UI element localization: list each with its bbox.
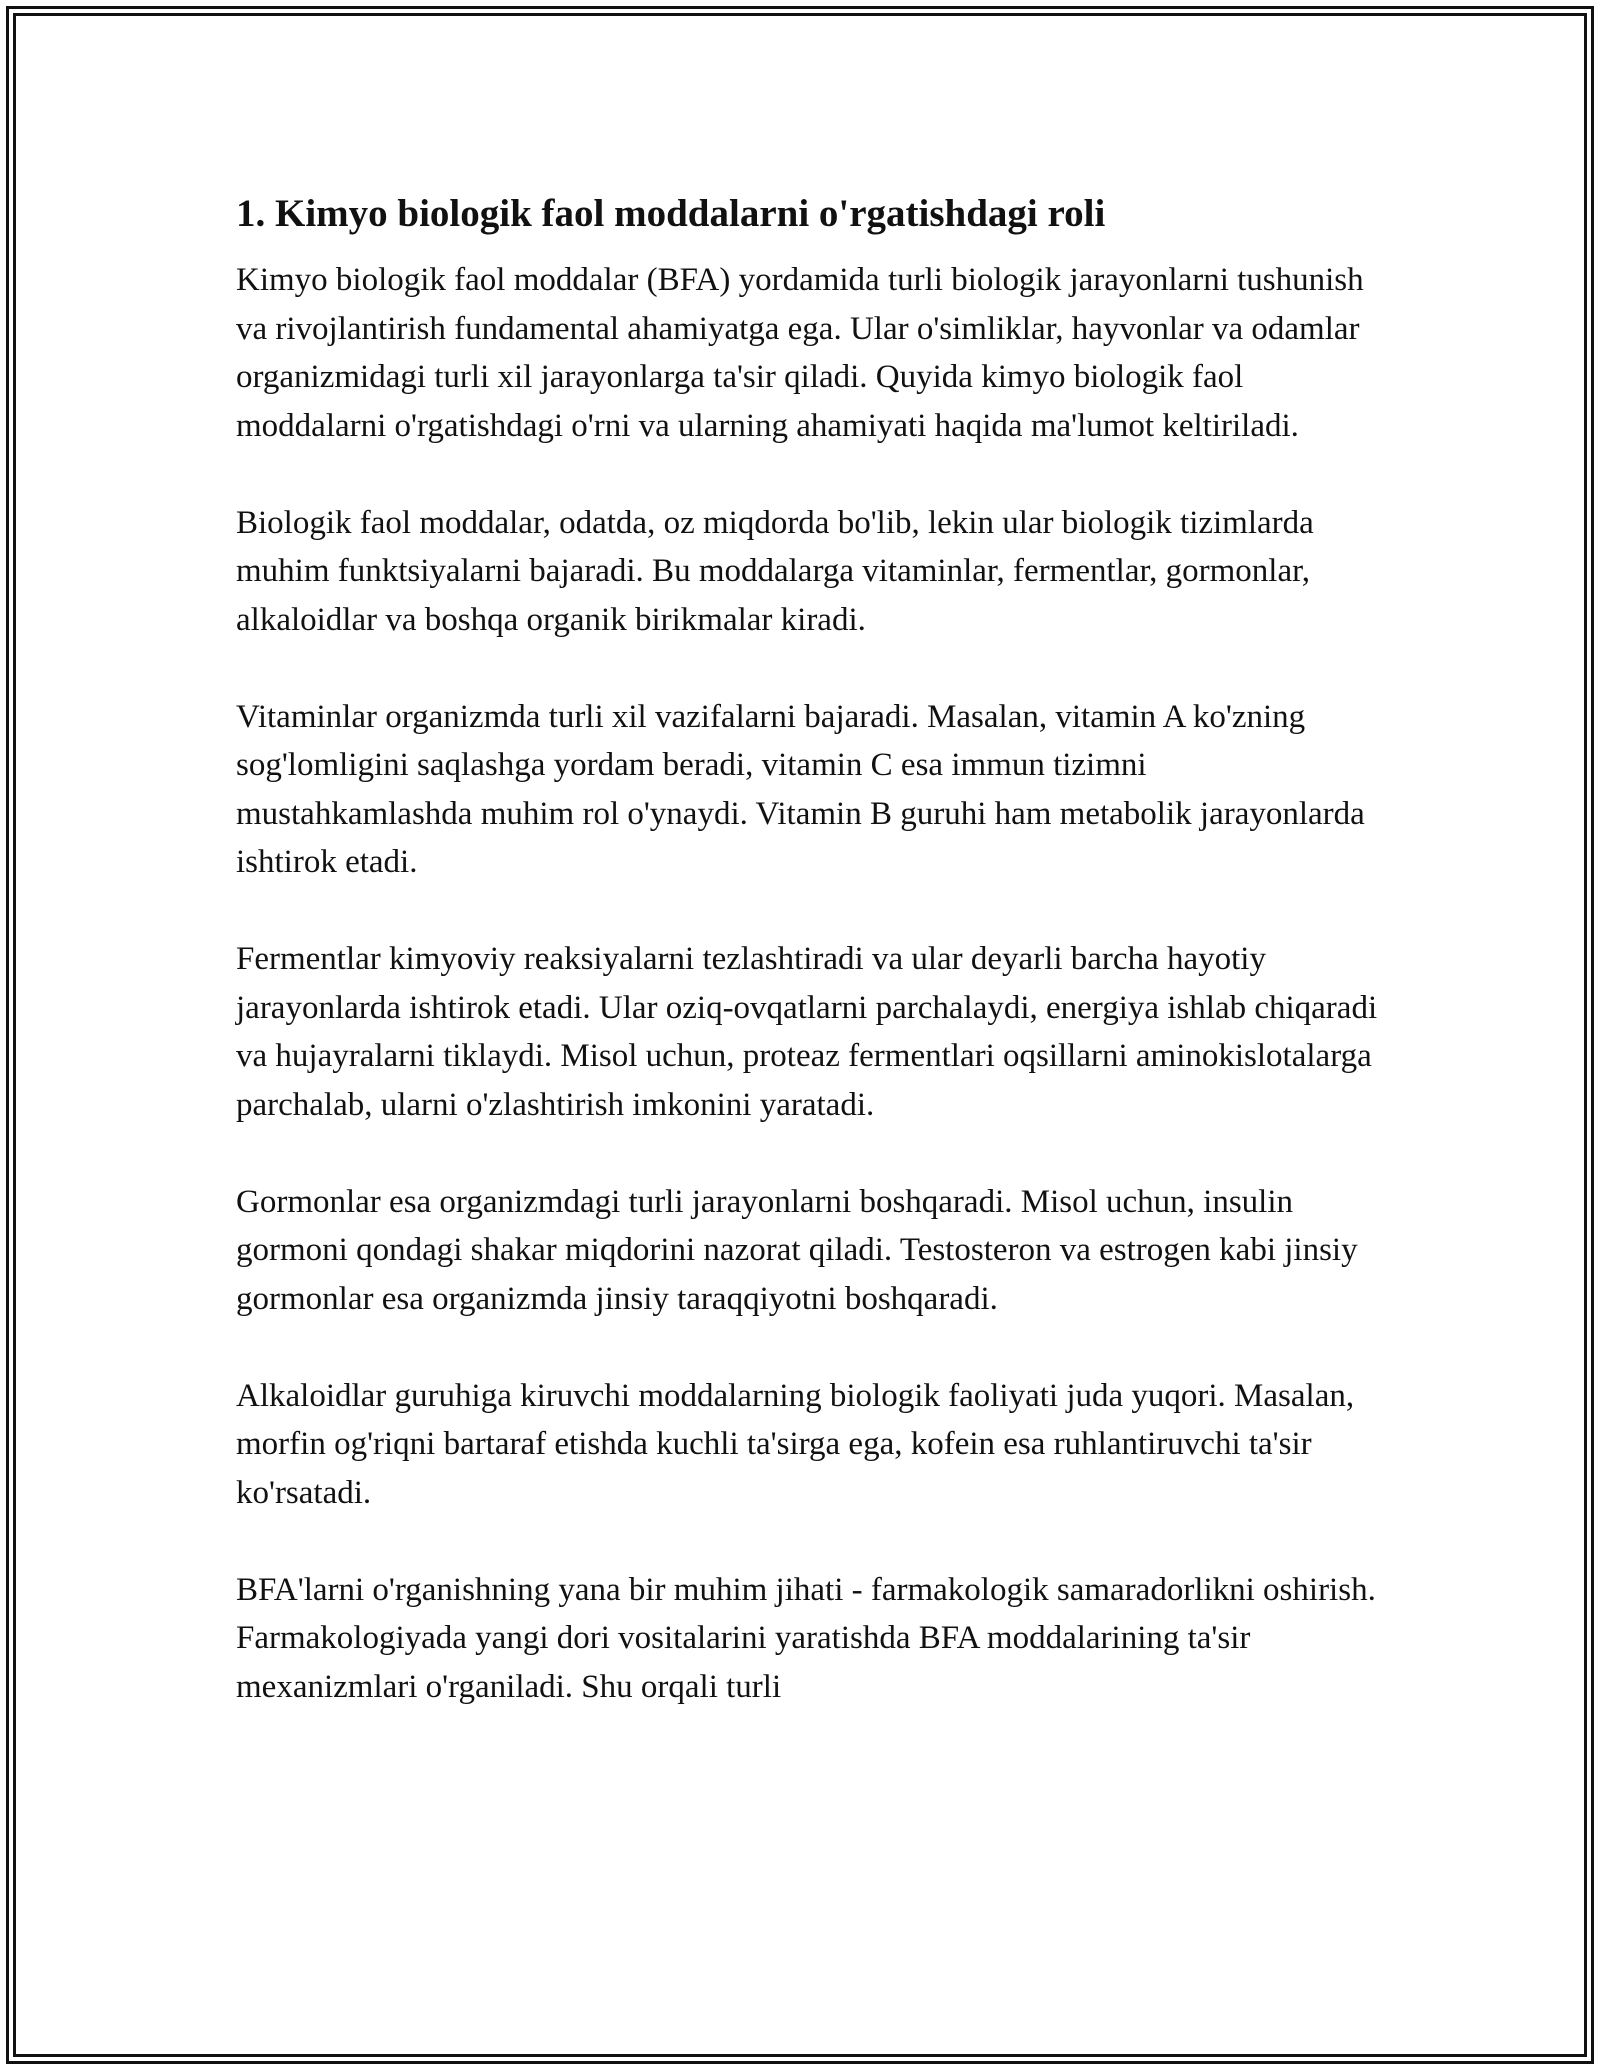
paragraph-enzymes: Fermentlar kimyoviy reaksiyalarni tezlashtiradi va ular deyarli barcha hayotiy jarayonlarda ishtirok etadi. Ular oziq-ovqatlarni parchalaydi, energiya ishlab chiqaradi va hujayralarni tiklaydi. Misol uchun, proteaz fermentlari oqsillarni aminokislotalarga parchalab, ularni o'zlashtirish imkonini yaratadi. [236,941,1378,1123]
document-body [236,186,1386,1711]
paragraph-vitamins: Vitaminlar organizmda turli xil vazifalarni bajaradi. Masalan, vitamin A ko'zning sog'lomligini saqlashga yordam beradi, vitamin C esa immun tizimni mustahkamlashda muhim rol o'ynaydi. Vitamin B guruhi ham metabolik jarayonlarda ishtirok etadi. [236,698,1365,880]
paragraph-hormones: Gormonlar esa organizmdagi turli jarayonlarni boshqaradi. Misol uchun, insulin gormoni qondagi shakar miqdorini nazorat qiladi. Testosteron va estrogen kabi jinsiy gormonlar esa organizmda jinsiy taraqqiyotni boshqaradi. [236,1183,1358,1317]
paragraph-pharmacology: BFA'larni o'rganishning yana bir muhim jihati - farmakologik samaradorlikni oshirish. Farmakologiyada yangi dori vositalarini yaratishda BFA moddalarining ta'sir mexanizmlari o'rganiladi. Shu orqali turli [236,1571,1376,1705]
section-heading: 1. Kimyo biologik faol moddalarni o'rgatishdagi roli [236,192,1106,235]
paragraph-alkaloids: Alkaloidlar guruhiga kiruvchi moddalarning biologik faoliyati juda yuqori. Masalan, morfin og'riqni bartaraf etishda kuchli ta'sirga ega, kofein esa ruhlantiruvchi ta'sir ko'rsatadi. [236,1377,1355,1511]
paragraph-bfa-definition: Biologik faol moddalar, odatda, oz miqdorda bo'lib, lekin ular biologik tizimlarda muhim funktsiyalarni bajaradi. Bu moddalarga vitaminlar, fermentlar, gormonlar, alkaloidlar va boshqa organik birikmalar kiradi. [236,504,1314,638]
paragraph-intro: Kimyo biologik faol moddalar (BFA) yordamida turli biologik jarayonlarni tushunish va rivojlantirish fundamental ahamiyatga ega. Ular o'simliklar, hayvonlar va odamlar organizmidagi turli xil jarayonlarga ta'sir qiladi. Quyida kimyo biologik faol moddalarni o'rgatishdagi o'rni va ularning ahamiyati haqida ma'lumot keltiriladi. [236,262,1364,444]
